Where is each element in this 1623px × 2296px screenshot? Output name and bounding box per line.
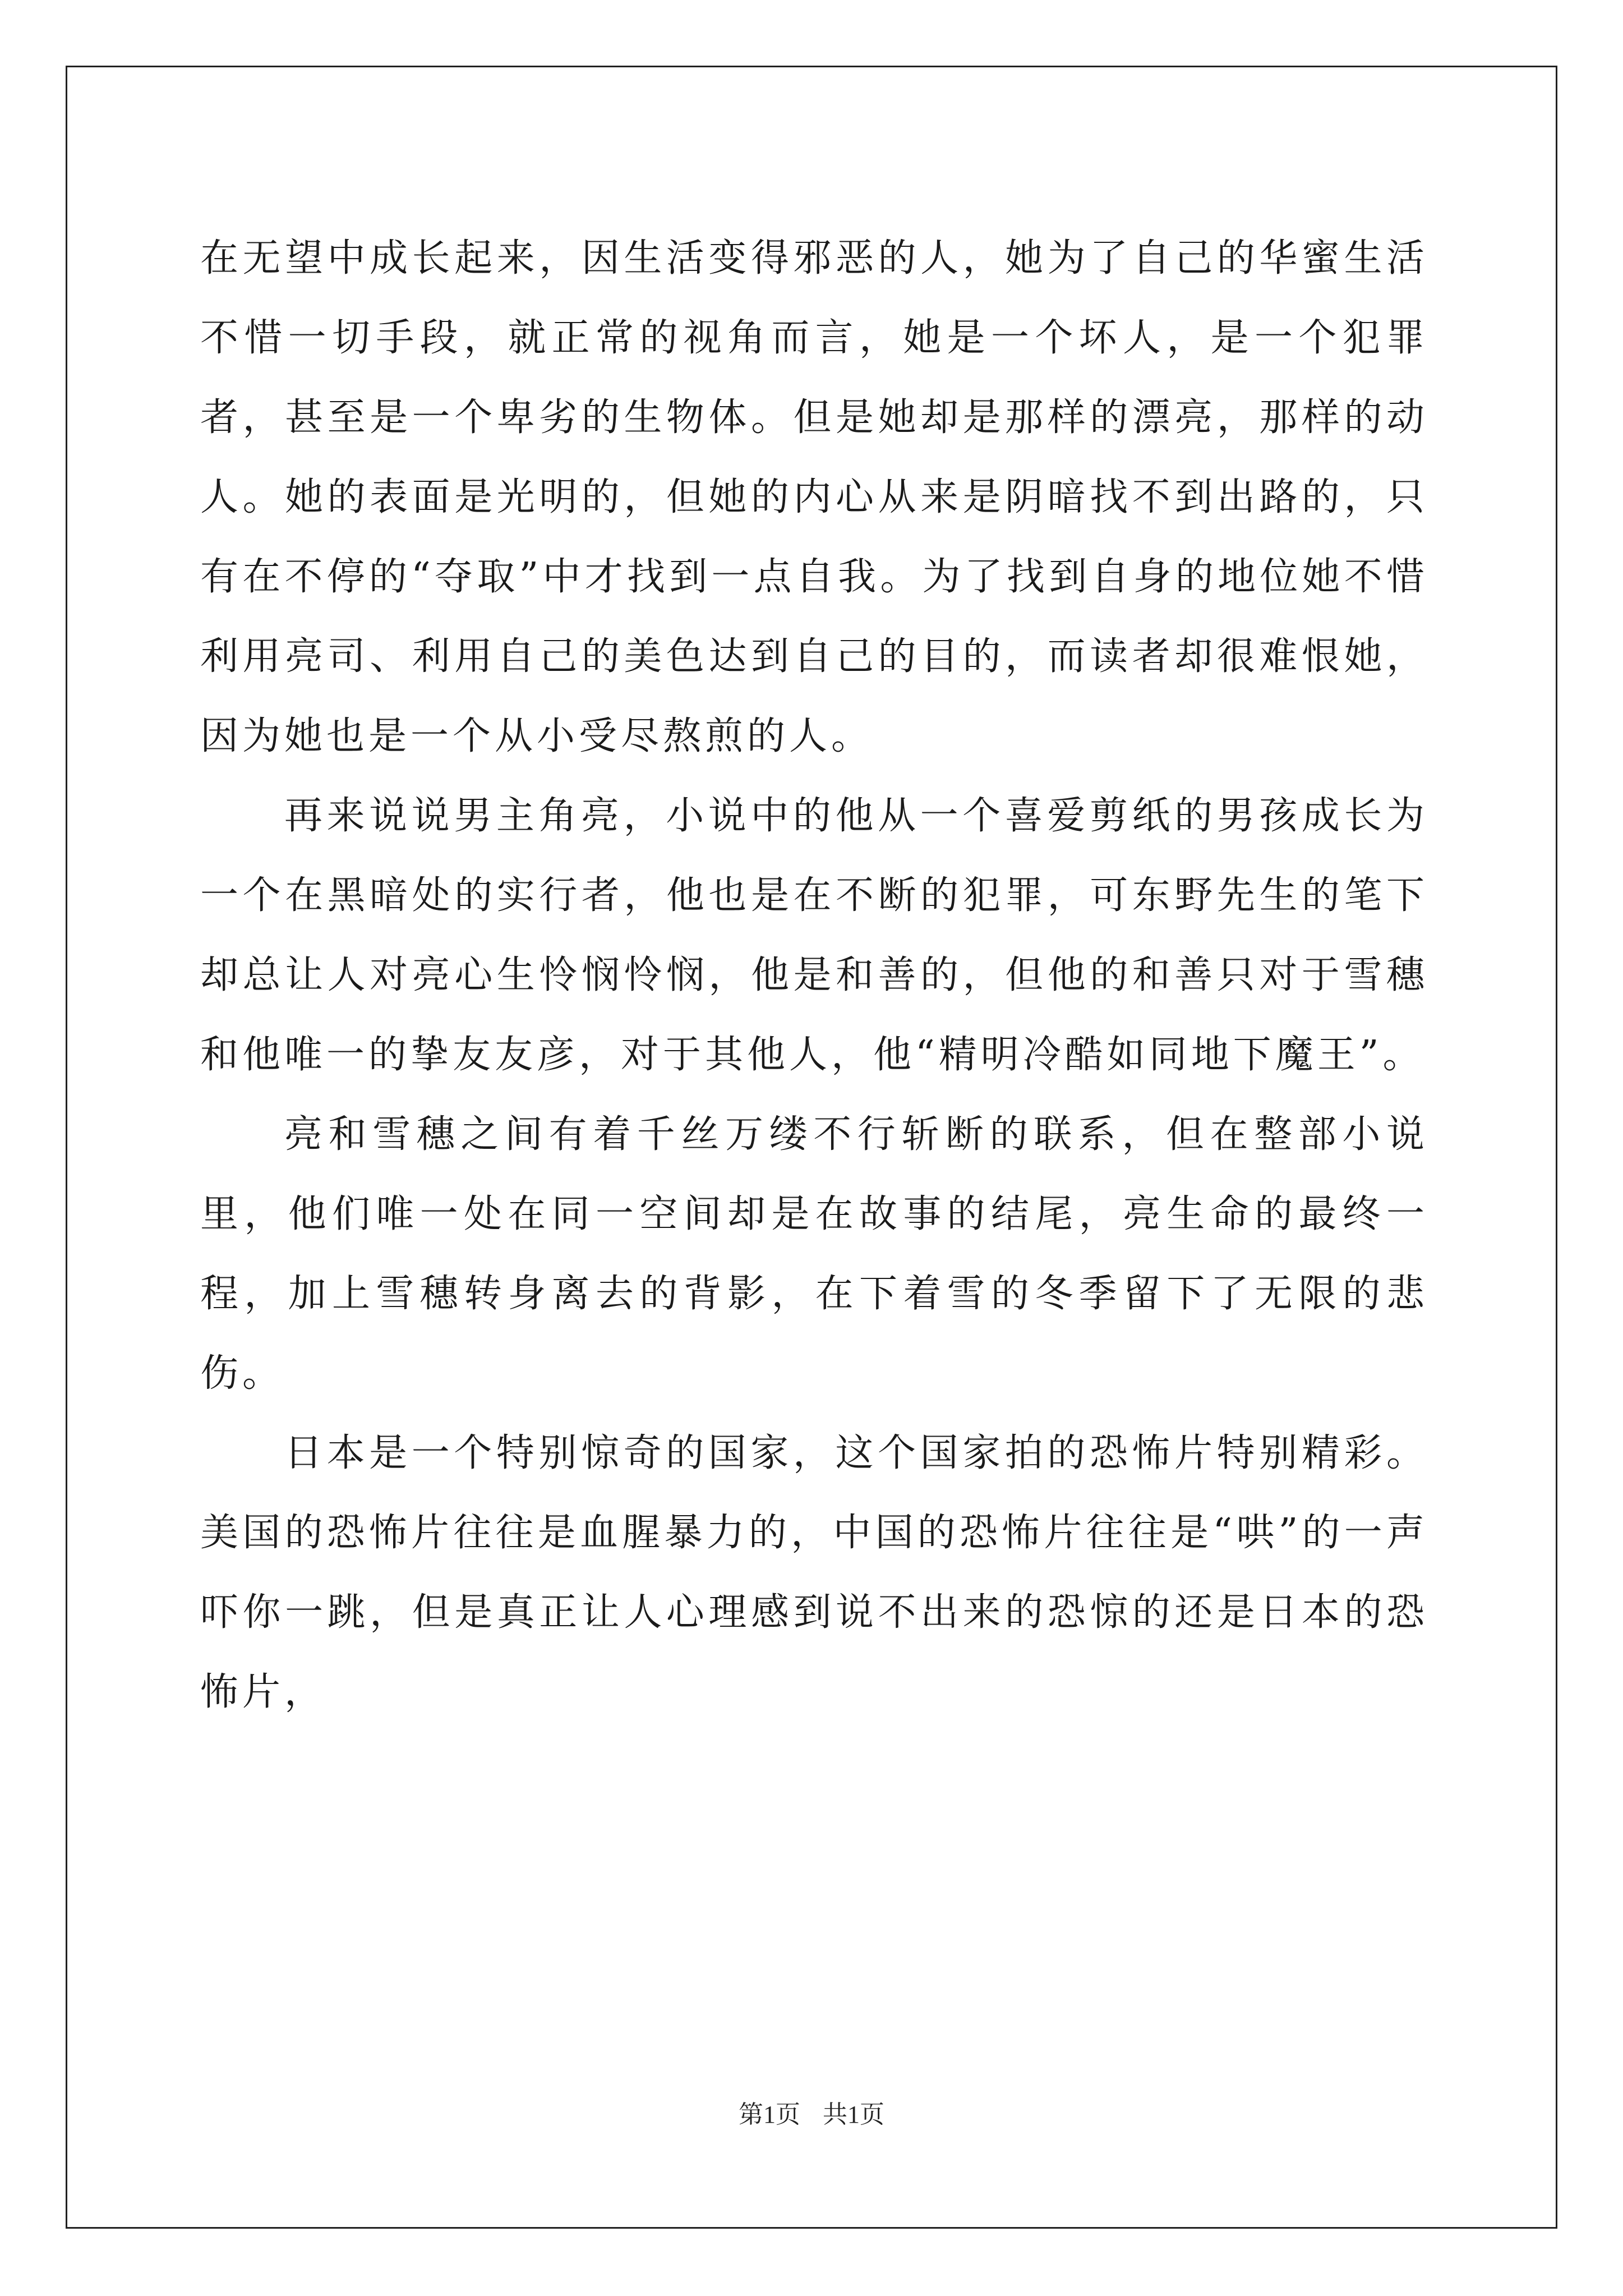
- paragraph-2: 再来说说男主角亮，小说中的他从一个喜爱剪纸的男孩成长为一个在黑暗处的实行者，他也是在不断的犯罪，可东野先生的笔下却总让人对亮心生怜悯怜悯，他是和善的，但他的和善只对于雪穗和他唯一的挚友友彦，对于其他人，他“精明冷酷如同地下魔王”。: [200, 794, 1428, 1077]
- paragraph-1: 在无望中成长起来，因生活变得邪恶的人，她为了自己的华蜜生活不惜一切手段，就正常的视角而言，她是一个坏人，是一个犯罪者，甚至是一个卑劣的生物体。但是她却是那样的漂亮，那样的动人。她的表面是光明的，但她的内心从来是阴暗找不到出路的，只有在不停的“夺取”中才找到一点自我。为了找到自身的地位她不惜利用亮司、利用自己的美色达到自己的目的，而读者却很难恨她，因为她也是一个从小受尽熬煎的人。: [200, 236, 1428, 758]
- page-total: 共1页: [823, 2101, 884, 2128]
- paragraph-4: 日本是一个特别惊奇的国家，这个国家拍的恐怖片特别精彩。美国的恐怖片往往是血腥暴力的，中国的恐怖片往往是“哄”的一声吓你一跳，但是真正让人心理感到说不出来的恐惊的还是日本的恐怖片，: [200, 1431, 1428, 1714]
- paragraph-3: 亮和雪穗之间有着千丝万缕不行斩断的联系，但在整部小说里，他们唯一处在同一空间却是在故事的结尾，亮生命的最终一程，加上雪穗转身离去的背影，在下着雪的冬季留下了无限的悲伤。: [200, 1112, 1428, 1396]
- page-footer: [0, 2098, 1623, 2132]
- document-body: [200, 219, 1428, 1732]
- page-number: 第1页: [739, 2101, 800, 2128]
